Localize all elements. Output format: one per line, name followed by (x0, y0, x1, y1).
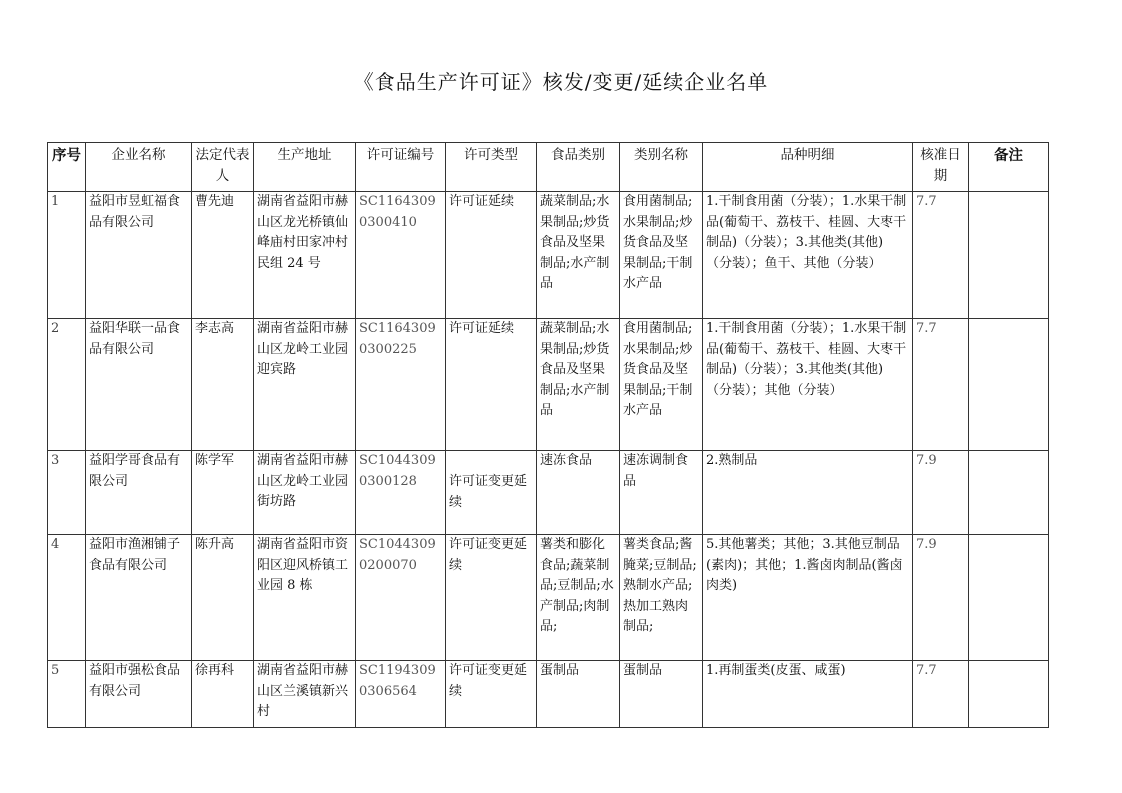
cell-legal-rep: 李志高 (192, 319, 254, 451)
cell-remarks (969, 661, 1049, 728)
cell-remarks (969, 535, 1049, 661)
header-seq: 序号 (48, 143, 86, 192)
table-row (48, 451, 1049, 535)
cell-company: 益阳学哥食品有限公司 (86, 451, 192, 535)
cell-address: 湖南省益阳市赫山区兰溪镇新兴村 (254, 661, 356, 728)
cell-address: 湖南省益阳市赫山区龙岭工业园街坊路 (254, 451, 356, 535)
cell-license-type: 许可证变更延续 (446, 661, 537, 728)
cell-variety-detail: 5.其他薯类；其他；3.其他豆制品(素肉)；其他；1.酱卤肉制品(酱卤肉类) (703, 535, 913, 661)
cell-food-category: 速冻食品 (537, 451, 620, 535)
cell-legal-rep: 陈升高 (192, 535, 254, 661)
cell-remarks (969, 319, 1049, 451)
cell-variety-detail: 1.再制蛋类(皮蛋、咸蛋) (703, 661, 913, 728)
header-variety-detail: 品种明细 (703, 143, 913, 192)
cell-license-no: SC10443090300128 (356, 451, 446, 535)
cell-approval-date: 7.7 (913, 319, 969, 451)
cell-food-category: 蛋制品 (537, 661, 620, 728)
cell-approval-date: 7.9 (913, 451, 969, 535)
cell-legal-rep: 曹先迪 (192, 192, 254, 319)
cell-address: 湖南省益阳市赫山区龙光桥镇仙峰庙村田家冲村民组 24 号 (254, 192, 356, 319)
cell-variety-detail: 1.干制食用菌（分装）；1.水果干制品(葡萄干、荔枝干、桂圆、大枣干制品)（分装）；3.其他类(其他)（分装）；鱼干、其他（分装） (703, 192, 913, 319)
header-legal-rep: 法定代表人 (192, 143, 254, 192)
table-row (48, 661, 1049, 728)
cell-food-category: 薯类和膨化食品;蔬菜制品;豆制品;水产制品;肉制品; (537, 535, 620, 661)
cell-company: 益阳华联一品食品有限公司 (86, 319, 192, 451)
header-food-category: 食品类别 (537, 143, 620, 192)
license-table (47, 142, 1049, 728)
cell-company: 益阳市强松食品有限公司 (86, 661, 192, 728)
cell-company: 益阳市昱虹福食品有限公司 (86, 192, 192, 319)
cell-company: 益阳市渔湘铺子食品有限公司 (86, 535, 192, 661)
cell-category-name: 食用菌制品;水果制品;炒货食品及坚果制品;干制水产品 (620, 319, 703, 451)
header-category-name: 类别名称 (620, 143, 703, 192)
cell-license-type: 许可证延续 (446, 319, 537, 451)
cell-food-category: 蔬菜制品;水果制品;炒货食品及坚果制品;水产制品 (537, 192, 620, 319)
cell-license-type: 许可证变更延续 (446, 451, 537, 535)
document-title: 《食品生产许可证》核发/变更/延续企业名单 (353, 70, 769, 94)
cell-license-no: SC10443090200070 (356, 535, 446, 661)
cell-seq: 5 (48, 661, 86, 728)
cell-seq: 4 (48, 535, 86, 661)
cell-license-type: 许可证延续 (446, 192, 537, 319)
cell-approval-date: 7.9 (913, 535, 969, 661)
header-license-no: 许可证编号 (356, 143, 446, 192)
cell-category-name: 薯类食品;酱腌菜;豆制品;熟制水产品;热加工熟肉制品; (620, 535, 703, 661)
cell-approval-date: 7.7 (913, 192, 969, 319)
cell-remarks (969, 192, 1049, 319)
table-header-row (48, 143, 1049, 192)
header-address: 生产地址 (254, 143, 356, 192)
cell-address: 湖南省益阳市赫山区龙岭工业园迎宾路 (254, 319, 356, 451)
cell-legal-rep: 徐再科 (192, 661, 254, 728)
header-license-type: 许可类型 (446, 143, 537, 192)
table-row (48, 192, 1049, 319)
cell-seq: 3 (48, 451, 86, 535)
cell-category-name: 食用菌制品;水果制品;炒货食品及坚果制品;干制水产品 (620, 192, 703, 319)
cell-license-no: SC11943090306564 (356, 661, 446, 728)
cell-seq: 1 (48, 192, 86, 319)
cell-category-name: 速冻调制食品 (620, 451, 703, 535)
header-company: 企业名称 (86, 143, 192, 192)
table-row (48, 535, 1049, 661)
cell-license-no: SC11643090300225 (356, 319, 446, 451)
table-row (48, 319, 1049, 451)
cell-seq: 2 (48, 319, 86, 451)
cell-variety-detail: 2.熟制品 (703, 451, 913, 535)
cell-license-no: SC11643090300410 (356, 192, 446, 319)
cell-food-category: 蔬菜制品;水果制品;炒货食品及坚果制品;水产制品 (537, 319, 620, 451)
cell-variety-detail: 1.干制食用菌（分装）；1.水果干制品(葡萄干、荔枝干、桂圆、大枣干制品)（分装）；3.其他类(其他)（分装）；其他（分装） (703, 319, 913, 451)
cell-address: 湖南省益阳市资阳区迎风桥镇工业园 8 栋 (254, 535, 356, 661)
header-remarks: 备注 (969, 143, 1049, 192)
cell-approval-date: 7.7 (913, 661, 969, 728)
cell-remarks (969, 451, 1049, 535)
header-approval-date: 核准日期 (913, 143, 969, 192)
cell-legal-rep: 陈学军 (192, 451, 254, 535)
cell-category-name: 蛋制品 (620, 661, 703, 728)
cell-license-type: 许可证变更延续 (446, 535, 537, 661)
